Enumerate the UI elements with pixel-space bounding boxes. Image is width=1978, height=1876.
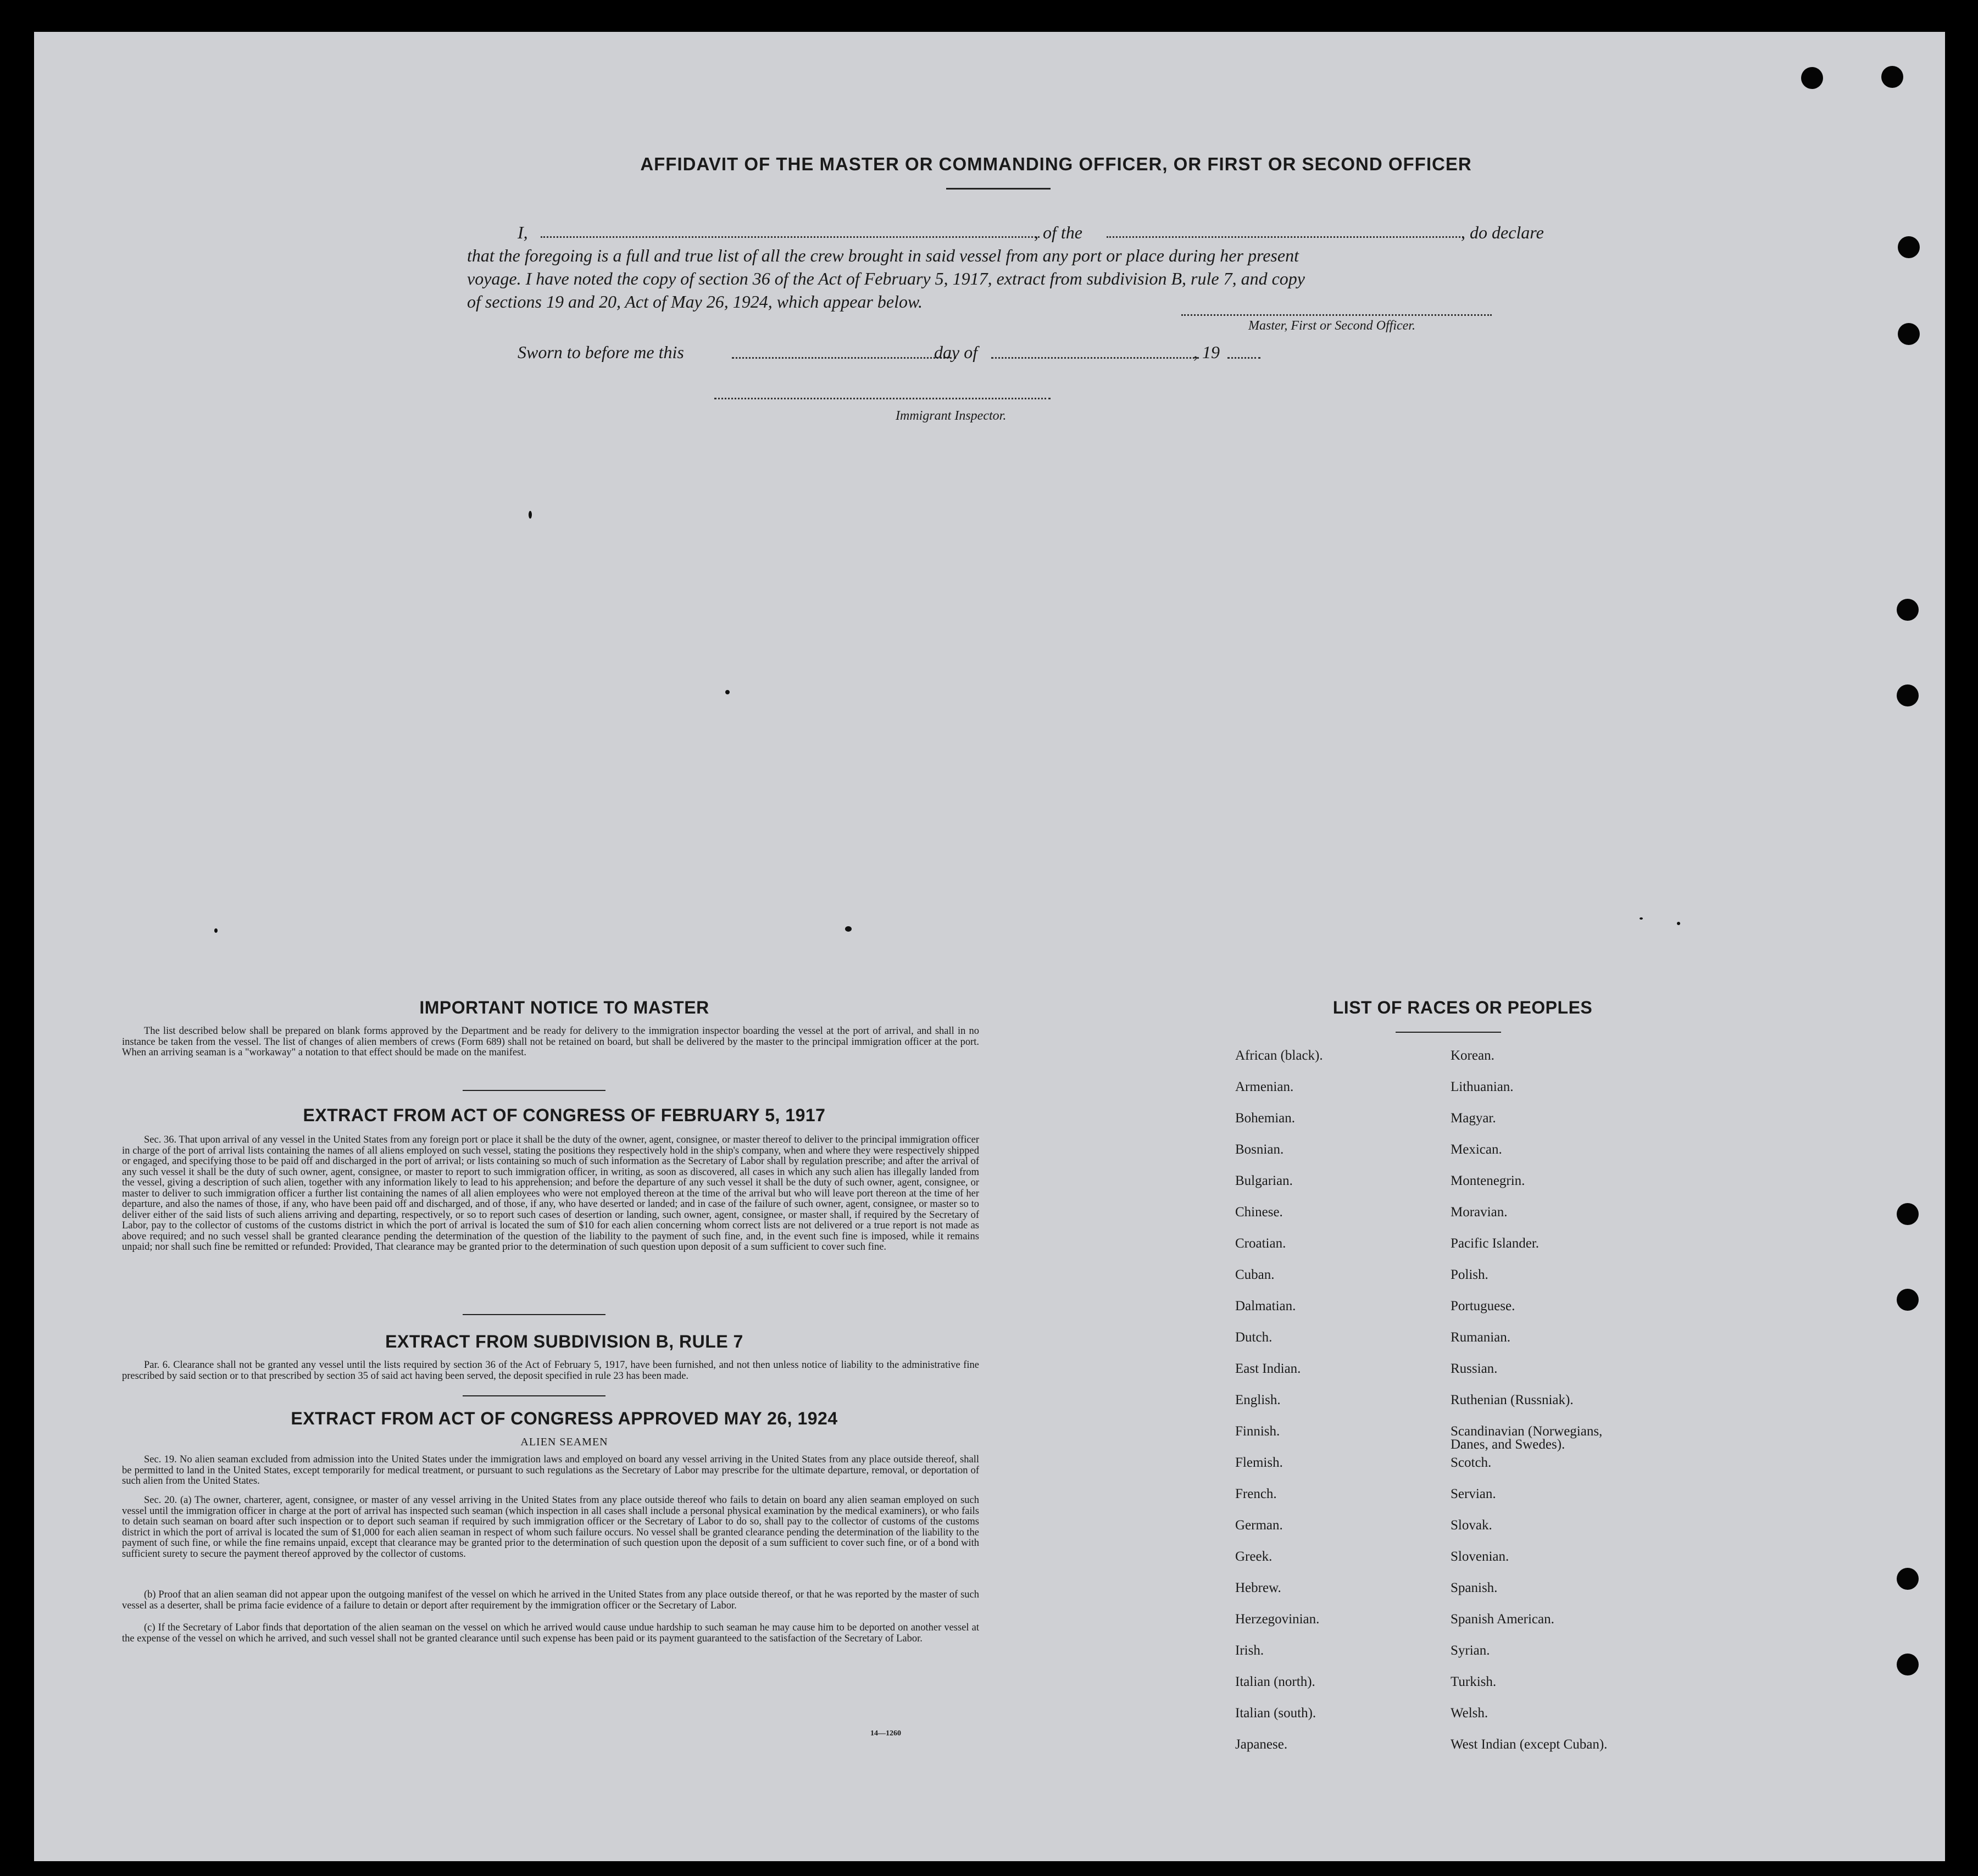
race-item: Finnish. xyxy=(1235,1424,1280,1439)
race-item: Herzegovinian. xyxy=(1235,1612,1320,1627)
document-sheet xyxy=(34,32,1945,1861)
extract-1924-sec19: Sec. 19. No alien seaman excluded from admission into the United States under the immigration laws and employed on board any vessel arriving in the United States from any place outside thereof, shall be permitted to land in the United States, except temporarily for medical treatment, or pursuant to such regulations as the Secretary of Labor may prescribe for the ultimate departure, removal, or deportation of such alien from the United States. xyxy=(122,1454,979,1487)
race-item: Italian (south). xyxy=(1235,1706,1316,1721)
extract-1924-sec20c: (c) If the Secretary of Labor finds that deportation of the alien seaman on the vessel on which he arrived would cause undue hardship to such seaman he may cause him to be deported on another vessel at the expense of the vessel on which he arrived, and such vessel shall not be granted clearance until such expense has been paid or its payment guaranteed to the satisfaction of the Secretary of Labor. xyxy=(122,1622,979,1644)
ink-speck xyxy=(725,690,730,694)
extract-1924-subtitle: ALIEN SEAMEN xyxy=(520,1436,608,1448)
punch-hole xyxy=(1898,236,1920,258)
race-item: East Indian. xyxy=(1235,1361,1301,1376)
race-item: Bulgarian. xyxy=(1235,1173,1293,1188)
master-signature-label: Master, First or Second Officer. xyxy=(1248,319,1415,333)
punch-hole xyxy=(1897,684,1919,706)
race-item: Scandinavian (Norwegians, Danes, and Swedes). xyxy=(1451,1424,1603,1452)
race-item: Magyar. xyxy=(1451,1111,1496,1126)
race-item: Greek. xyxy=(1235,1549,1273,1564)
race-item: Spanish American. xyxy=(1451,1612,1554,1627)
race-item: Turkish. xyxy=(1451,1674,1497,1689)
race-item: African (black). xyxy=(1235,1048,1323,1063)
ink-speck xyxy=(214,928,218,933)
punch-hole xyxy=(1897,1203,1919,1225)
race-item: Dalmatian. xyxy=(1235,1299,1296,1313)
sworn-year: , 19 xyxy=(1193,342,1220,362)
punch-hole xyxy=(1897,1654,1919,1675)
sworn-prefix: Sworn to before me this xyxy=(518,342,684,362)
races-divider xyxy=(1396,1032,1501,1033)
extract-1924-sec20a: Sec. 20. (a) The owner, charterer, agent, consignee, or master of any vessel arriving in the United States from any place outside thereof who fails to detain on board any alien seaman employed on such vessel until the immigration officer in charge at the port of arrival has inspected such seaman (which inspection in all cases shall include a personal physical examination by the medical examiners), or who fails to detain such seaman on board after such inspection or to deport such seaman if required by such immigration officer or the Secretary of Labor to do so, shall pay to the collector of customs of the customs district in which the port of arrival is located the sum of $1,000 for each alien seaman in respect of whom such failure occurs. No vessel shall be granted clearance pending the determination of the liability to the payment of such fine, or while the fine remains unpaid, except that clearance may be granted prior to the determination of such question upon the deposit of a sum sufficient to cover such fine, or of a bond with sufficient surety to secure the payment thereof approved by the collector of customs. xyxy=(122,1495,979,1560)
sworn-year-blank xyxy=(1227,357,1260,359)
divider-2 xyxy=(463,1314,605,1315)
race-item: Lithuanian. xyxy=(1451,1079,1514,1094)
vessel-blank xyxy=(1107,236,1464,238)
race-item: Slovak. xyxy=(1451,1518,1492,1533)
race-item: Bohemian. xyxy=(1235,1111,1296,1126)
race-item: Scotch. xyxy=(1451,1455,1492,1470)
ink-speck xyxy=(1677,922,1680,925)
race-item: Slovenian. xyxy=(1451,1549,1509,1564)
affidavit-do-declare: , do declare xyxy=(1461,222,1544,242)
sworn-day-blank xyxy=(732,357,956,359)
race-item: Dutch. xyxy=(1235,1330,1273,1345)
affidavit-line-2: that the foregoing is a full and true list of all the crew brought in said vessel from any port or place during her present xyxy=(467,246,1299,265)
extract-1917-title: EXTRACT FROM ACT OF CONGRESS OF FEBRUARY 5, 1917 xyxy=(303,1105,826,1125)
race-item: Pacific Islander. xyxy=(1451,1236,1540,1251)
affidavit-title: AFFIDAVIT OF THE MASTER OR COMMANDING OFFICER, OR FIRST OR SECOND OFFICER xyxy=(640,154,1472,174)
punch-hole xyxy=(1801,67,1823,89)
race-item: West Indian (except Cuban). xyxy=(1451,1737,1608,1752)
race-item: English. xyxy=(1235,1393,1281,1407)
sworn-day-of: day of xyxy=(934,342,978,362)
notice-title: IMPORTANT NOTICE TO MASTER xyxy=(419,998,709,1017)
race-item: Portuguese. xyxy=(1451,1299,1515,1313)
form-number: 14—1260 xyxy=(870,1729,901,1738)
race-item: Armenian. xyxy=(1235,1079,1294,1094)
divider-1 xyxy=(463,1090,605,1091)
punch-hole xyxy=(1881,66,1903,88)
punch-hole xyxy=(1897,1289,1919,1311)
races-title: LIST OF RACES OR PEOPLES xyxy=(1332,998,1593,1017)
affidavit-line-3: voyage. I have noted the copy of section 36 of the Act of February 5, 1917, extract from subdivision B, rule 7, and copy xyxy=(467,269,1305,288)
race-item: German. xyxy=(1235,1518,1283,1533)
punch-hole xyxy=(1897,1568,1919,1590)
race-item: Mexican. xyxy=(1451,1142,1502,1157)
punch-hole xyxy=(1898,323,1920,345)
race-item: Spanish. xyxy=(1451,1580,1498,1595)
race-item: Japanese. xyxy=(1235,1737,1288,1752)
punch-hole xyxy=(1897,599,1919,621)
master-signature-line xyxy=(1181,314,1492,316)
divider-3 xyxy=(463,1395,605,1396)
race-item: Croatian. xyxy=(1235,1236,1286,1251)
race-item: Cuban. xyxy=(1235,1267,1275,1282)
affidavit-i: I, xyxy=(518,222,528,242)
title-divider xyxy=(946,188,1051,190)
affidavit-of-the: , of the xyxy=(1034,222,1082,242)
race-item: Chinese. xyxy=(1235,1205,1283,1220)
ink-speck xyxy=(529,511,532,519)
inspector-signature-line xyxy=(714,398,1051,399)
race-item: Syrian. xyxy=(1451,1643,1490,1658)
extract-1924-sec20b: (b) Proof that an alien seaman did not appear upon the outgoing manifest of the vessel on which he arrived in the United States from any place outside thereof, or that he was reported by the master of such vessel as a deserter, shall be prima facie evidence of a failure to detain or deport after requirement by the immigration officer or the Secretary of Labor. xyxy=(122,1589,979,1611)
race-item: Servian. xyxy=(1451,1487,1496,1501)
sworn-month-blank xyxy=(991,357,1199,359)
race-item: Ruthenian (Russniak). xyxy=(1451,1393,1574,1407)
name-blank xyxy=(541,236,1040,238)
race-item: Welsh. xyxy=(1451,1706,1488,1721)
race-item: Rumanian. xyxy=(1451,1330,1511,1345)
ink-speck xyxy=(1640,917,1643,920)
extract-1917-body: Sec. 36. That upon arrival of any vessel in the United States from any foreign port or place it shall be the duty of the owner, agent, consignee, or master thereof to deliver to the principal immigration officer in charge of the port of arrival lists containing the names of all aliens employed on such vessel, stating the positions they respectively hold in the ship's company, when and where they were respectively shipped or engaged, and specifying those to be paid off and discharged in the port of arrival; or lists containing so much of such information as the Secretary of Labor shall by regulation prescribe; and after the arrival of any such vessel it shall be the duty of such owner, agent, consignee, or master to report to such immigration officer, in writing, as soon as discovered, all cases in which any such alien has illegally landed from the vessel, giving a description of such alien, together with any information likely to lead to his apprehension; and before the departure of any such vessel it shall be the duty of such owner, agent, consignee, or master to deliver to such immigration officer a further list containing the names of all alien employees who were not employed thereon at the time of the arrival but who will leave port thereon at the time of her departure, and also the names of those, if any, who have been paid off and discharged, and of those, if any, who have deserted or landed; and in case of the failure of such owner, agent, consignee, or master so to deliver either of the said lists of such aliens arriving and departing, respectively, or so to report such cases of desertion or landing, such owner, agent, consignee, or master shall, if required by the Secretary of Labor, pay to the collector of customs of the customs district in which the port of arrival is located the sum of $10 for each alien concerning whom correct lists are not delivered or a true report is not made as above required; and no such vessel shall be granted clearance pending the determination of the question of the liability to the payment of such fine, and, in the event such fine is imposed, while it remains unpaid; nor shall such fine be remitted or refunded: Provided, That clearance may be granted prior to the determination of such question upon deposit of a sum sufficient to cover such fine. xyxy=(122,1134,979,1252)
race-item: Montenegrin. xyxy=(1451,1173,1525,1188)
race-item: Irish. xyxy=(1235,1643,1264,1658)
race-item: Moravian. xyxy=(1451,1205,1508,1220)
ink-speck xyxy=(845,926,852,932)
inspector-label: Immigrant Inspector. xyxy=(896,409,1007,423)
race-item: Korean. xyxy=(1451,1048,1494,1063)
notice-body: The list described below shall be prepared on blank forms approved by the Department and be ready for delivery to the immigration inspector boarding the vessel at the port of arrival, and shall in no instance be taken from the vessel. The list of changes of alien members of crews (Form 689) shall not be retained on board, but shall be delivered by the master to the principal immigration officer at the port. When an arriving seaman is a "workaway" a notation to that effect should be made on the manifest. xyxy=(122,1026,979,1058)
race-item: Bosnian. xyxy=(1235,1142,1284,1157)
race-item: Polish. xyxy=(1451,1267,1488,1282)
race-item: French. xyxy=(1235,1487,1277,1501)
extract-1924-title: EXTRACT FROM ACT OF CONGRESS APPROVED MAY 26, 1924 xyxy=(291,1409,838,1428)
race-item: Hebrew. xyxy=(1235,1580,1281,1595)
race-item: Russian. xyxy=(1451,1361,1498,1376)
extract-rule7-body: Par. 6. Clearance shall not be granted any vessel until the lists required by section 36 of the Act of February 5, 1917, have been furnished, and not then unless notice of liability to the administrative fine prescribed by said section or to that prescribed by section 35 of said act having been served, the deposit specified in rule 23 has been made. xyxy=(122,1360,979,1382)
race-item: Flemish. xyxy=(1235,1455,1283,1470)
extract-rule7-title: EXTRACT FROM SUBDIVISION B, RULE 7 xyxy=(385,1332,743,1351)
race-item: Italian (north). xyxy=(1235,1674,1315,1689)
affidavit-line-4: of sections 19 and 20, Act of May 26, 1924, which appear below. xyxy=(467,292,923,311)
